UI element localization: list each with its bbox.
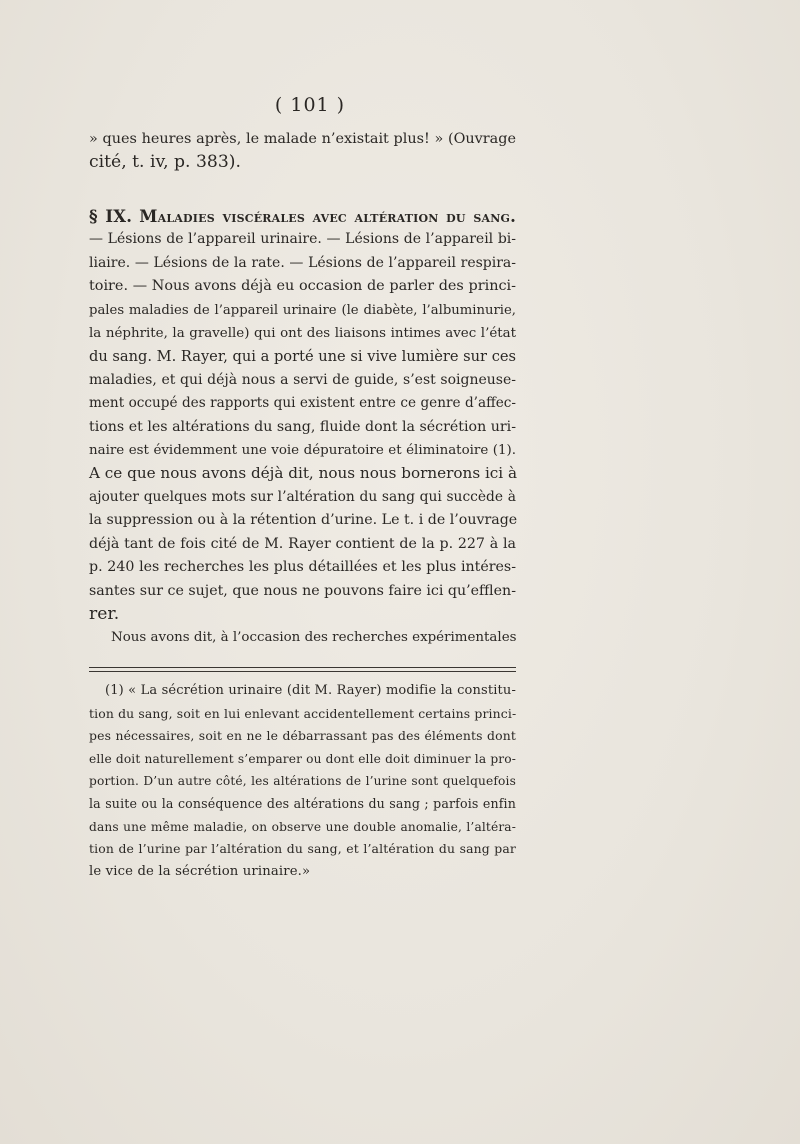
footnote-line: tion du sang, soit en lui enlevant accidentellement certains princi- bbox=[89, 705, 517, 721]
quote-continuation bbox=[89, 128, 516, 175]
body-line: la néphrite, la gravelle) qui ont des liaisons intimes avec l’état bbox=[89, 326, 516, 342]
body-line: rer. bbox=[89, 603, 120, 624]
body-line: A ce que nous avons déjà dit, nous nous bornerons ici à bbox=[89, 464, 518, 483]
section-mark: § IX. bbox=[89, 207, 133, 226]
footnote-line: dans une même maladie, on observe une double anomalie, l’altéra- bbox=[89, 819, 516, 834]
body-line: tions et les altérations du sang, fluide dont la sécrétion uri- bbox=[89, 418, 516, 435]
footnote-rule bbox=[89, 671, 516, 672]
body-line: santes sur ce sujet, que nous ne pouvons faire ici qu’efflen- bbox=[89, 582, 516, 599]
footnote-line: la suite ou la conséquence des altérations du sang ; parfois enfin bbox=[89, 795, 516, 811]
body-line: ment occupé des rapports qui existent entre ce genre d’affec- bbox=[89, 395, 516, 412]
body-line: — Lésions de l’appareil urinaire. — Lésions de l’appareil bi- bbox=[89, 231, 516, 248]
footnote-line: portion. D’un autre côté, les altérations de l’urine sont quelquefois bbox=[89, 774, 516, 789]
body-line: maladies, et qui déjà nous a servi de guide, s’est soigneuse- bbox=[89, 371, 516, 388]
body-line: la suppression ou à la rétention d’urine. Le t. i de l’ouvrage bbox=[89, 512, 518, 529]
body-line: pales maladies de l’appareil urinaire (le diabète, l’albuminurie, bbox=[89, 302, 516, 318]
page-number: ( 101 ) bbox=[274, 94, 346, 116]
section-ix bbox=[89, 205, 516, 650]
body-line: naire est évidemment une voie dépuratoire et éliminatoire (1). bbox=[89, 443, 516, 459]
footnote-line: (1) « La sécrétion urinaire (dit M. Rayer) modifie la constitu- bbox=[105, 683, 516, 698]
footnote-line: le vice de la sécrétion urinaire.» bbox=[89, 863, 311, 879]
section-heading bbox=[89, 205, 516, 228]
body-line: liaire. — Lésions de la rate. — Lésions de l’appareil respira- bbox=[89, 254, 516, 271]
footnote bbox=[89, 680, 516, 883]
body-line: Nous avons dit, à l’occasion des recherches expérimentales bbox=[111, 630, 517, 646]
body-line: ajouter quelques mots sur l’altération du sang qui succède à bbox=[89, 488, 516, 505]
footnote-line: tion de l’urine par l’altération du sang, et l’altération du sang par bbox=[89, 841, 516, 857]
body-line: déjà tant de fois cité de M. Rayer contient de la p. 227 à la bbox=[89, 535, 516, 552]
footnote-line: pes nécessaires, soit en ne le débarrassant pas des éléments dont bbox=[89, 728, 516, 744]
quote-line: cité, t. iv, p. 383). bbox=[89, 152, 241, 173]
body-line: du sang. M. Rayer, qui a porté une si vive lumière sur ces bbox=[89, 348, 516, 366]
quote-line: » ques heures après, le malade n’existait plus! » (Ouvrage bbox=[89, 131, 516, 147]
footnote-line: elle doit naturellement s’emparer ou dont elle doit diminuer la pro- bbox=[89, 751, 516, 766]
body-line: toire. — Nous avons déjà eu occasion de parler des princi- bbox=[89, 278, 516, 295]
section-title: Maladies viscérales avec altération du sang. bbox=[139, 207, 516, 226]
body-line: p. 240 les recherches les plus détaillées et les plus intéres- bbox=[89, 559, 516, 576]
footnote-rule bbox=[89, 667, 516, 668]
